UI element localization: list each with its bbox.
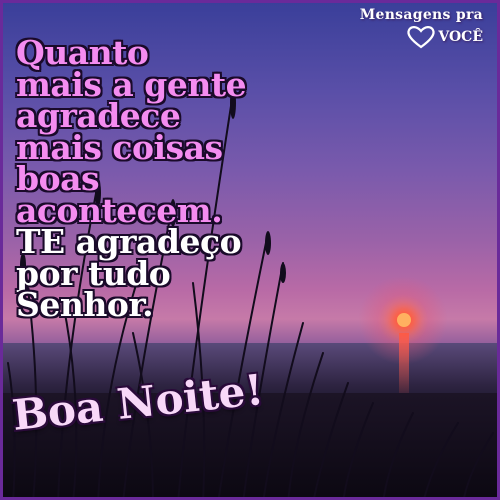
quote-line-1: Quanto [16,33,149,72]
heart-outline-icon [406,25,436,49]
quote-text [16,33,247,324]
quote-line-3: agradece [16,96,181,135]
quote-line-8: por tudo [16,253,171,293]
quote-line-6: acontecem. [16,190,223,230]
brand-line2-row [360,25,483,49]
quote-line-2: mais a gente [16,64,247,104]
brand-line1: Mensagens pra [359,7,483,23]
quote-line-9: Senhor. [16,285,154,324]
good-night-greeting: Boa Noite! [9,364,266,440]
quote-line-4: mais coisas [16,127,223,167]
brand-logo [360,7,483,49]
quote-line-5: boas [16,159,100,198]
quote-line-7: TE agradeço [16,222,242,261]
brand-line2: VOCÊ [438,29,483,45]
